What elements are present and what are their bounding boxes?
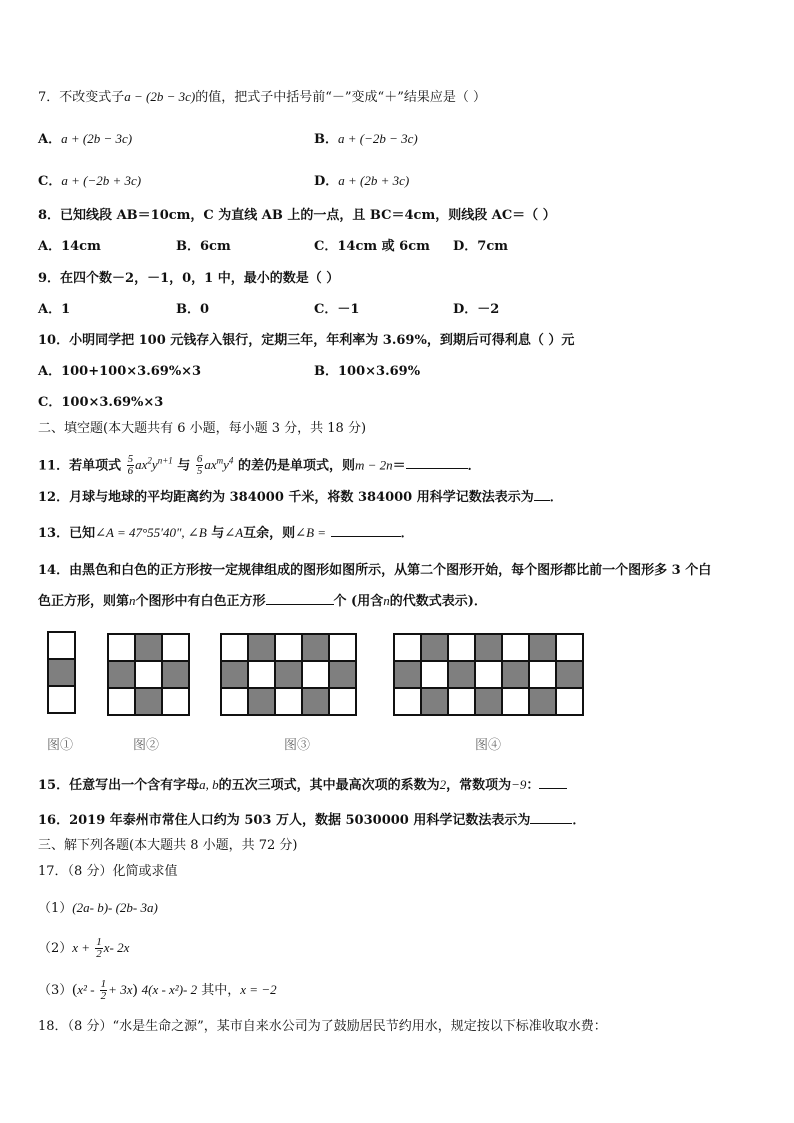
figure-1-pattern	[47, 631, 76, 715]
q12-answer-blank	[534, 488, 550, 501]
q10-option-b: B．100×3.69%	[314, 364, 421, 379]
q11-fraction-1: $\frac{5}{6}$	[127, 453, 134, 478]
q17-stem: 17．（8 分）化简或求值	[38, 864, 178, 879]
q14-line2: 色正方形，则第n个图形中有白色正方形 个 (用含n的代数式表示)．	[38, 593, 487, 609]
q18-stem: 18．（8 分）“水是生命之源”，某市自来水公司为了鼓励居民节约用水，规定按以下标准收取水费：	[38, 1019, 607, 1034]
q17-part-1: （1）(2a- b)- (2b- 3a)	[38, 900, 158, 916]
section-3-heading: 三、解下列各题(本大题共 8 小题，共 72 分)	[38, 838, 298, 853]
q11-fraction-2: $\frac{6}{5}$	[196, 453, 203, 478]
figure-3-caption: 图③	[284, 738, 311, 753]
figure-4-pattern	[393, 633, 585, 716]
q9-option-a: A．1	[38, 302, 71, 317]
q7-stem: 7．不改变式子a − (2b − 3c)的值，把式子中括号前“－”变成“＋”结果应是（ ）	[38, 89, 486, 105]
q17-part-2-fraction: $\frac{1}{2}$	[96, 936, 102, 960]
q16-answer-blank	[530, 811, 572, 824]
q9-option-b: B．0	[176, 302, 210, 317]
q11-stem: 11．若单项式 $\frac{5}{6}$ $ax^2y^{n+1}$ 与 $\frac{6}{5}$ $ax^my^4$ 的差仍是单项式，则m − 2n＝ ．	[38, 453, 481, 478]
q7-option-a: A．a + (2b − 3c)	[38, 131, 133, 147]
q7-option-c: C．a + (−2b + 3c)	[38, 173, 142, 189]
q7-option-d: D．a + (2b + 3c)	[314, 173, 410, 189]
q17-part-3-fraction: $\frac{1}{2}$	[100, 978, 107, 1002]
q10-option-c: C．100×3.69%×3	[38, 395, 164, 410]
q13-answer-blank	[331, 524, 401, 537]
q12-stem: 12．月球与地球的平均距离约为 384000 千米，将数 384000 用科学记数法表示为 ．	[38, 490, 563, 505]
q9-option-d: D．－2	[453, 302, 500, 317]
q10-option-a: A．100+100×3.69%×3	[38, 364, 202, 379]
q11-answer-blank	[406, 456, 468, 469]
figure-1-caption: 图①	[47, 738, 74, 753]
q8-stem: 8．已知线段 AB＝10cm，C 为直线 AB 上的一点，且 BC＝4cm，则线段 AC＝（ ）	[38, 208, 556, 223]
q9-stem: 9．在四个数－2，－1，0，1 中，最小的数是（ ）	[38, 271, 340, 286]
q10-stem: 10．小明同学把 100 元钱存入银行，定期三年，年利率为 3.69%，到期后可得利息（ ）元	[38, 333, 575, 348]
q8-option-b: B．6cm	[176, 239, 231, 254]
figure-2-caption: 图②	[133, 738, 160, 753]
q8-option-d: D．7cm	[453, 239, 508, 254]
q13-stem: 13．已知∠A = 47°55′40″, ∠B 与∠A互余，则∠B = ．	[38, 525, 414, 541]
q9-option-c: C．－1	[314, 302, 360, 317]
q8-option-a: A．14cm	[38, 239, 101, 254]
q15-answer-blank	[539, 776, 567, 789]
q7-option-b: B．a + (−2b − 3c)	[314, 131, 418, 147]
figure-4-caption: 图④	[475, 738, 502, 753]
q15-stem: 15．任意写出一个含有字母a, b的五次三项式，其中最高次项的系数为2，常数项为−9：	[38, 776, 567, 795]
q14-line1: 14．由黑色和白色的正方形按一定规律组成的图形如图所示，从第二个图形开始，每个图形都比前一个图形多 3 个白	[38, 563, 712, 578]
q14-answer-blank	[266, 592, 334, 605]
figure-2-pattern	[107, 633, 190, 716]
q17-part-3: （3）(x² - $\frac{1}{2}$ + 3x) 4(x - x²)- 2 其中，x = −2	[38, 978, 277, 1002]
q16-stem: 16．2019 年泰州市常住人口约为 503 万人，数据 5030000 用科学记数法表示为 ．	[38, 813, 586, 828]
q17-part-2: （2）x + $\frac{1}{2}$ x- 2x	[38, 936, 130, 960]
q8-option-c: C．14cm 或 6cm	[314, 239, 430, 254]
section-2-heading: 二、填空题(本大题共有 6 小题，每小题 3 分，共 18 分)	[38, 421, 367, 436]
figure-3-pattern	[220, 633, 358, 716]
